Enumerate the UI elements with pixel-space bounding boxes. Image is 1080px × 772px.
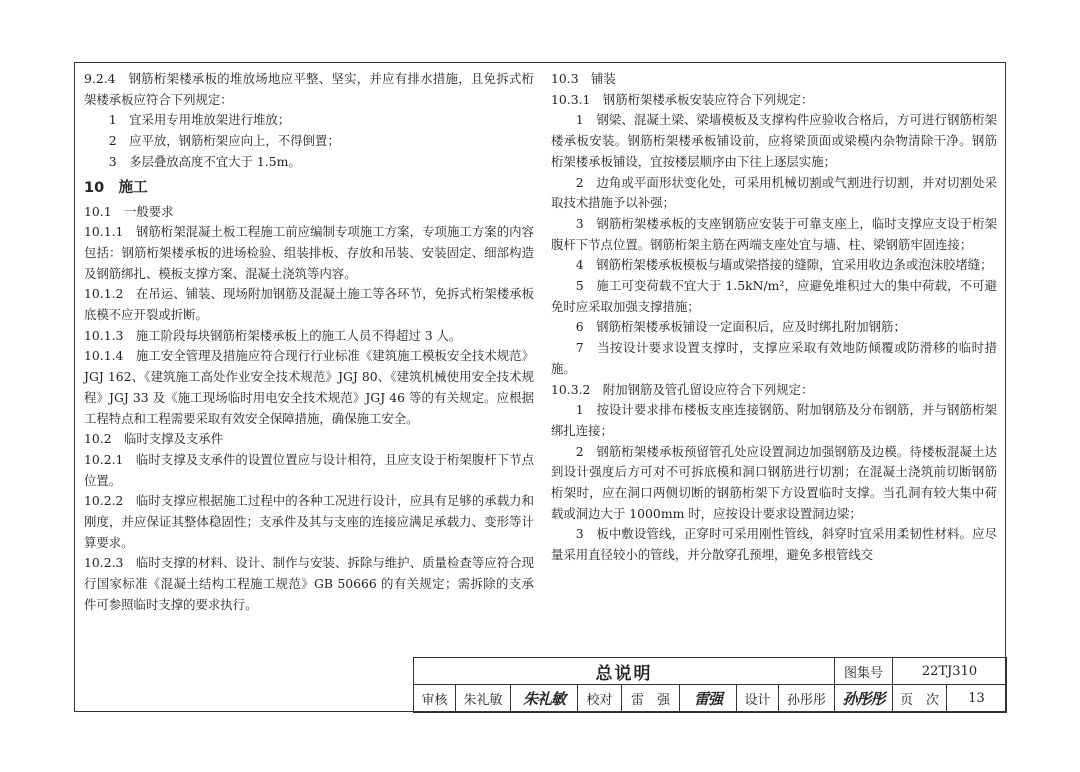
section-heading: 10 施工	[84, 179, 148, 196]
clause-item: 1 钢梁、混凝土梁、梁墙模板及支撑构件应验收合格后，方可进行钢筋桁架楼承板安装。钢筋桁架楼承板铺设前，应将梁顶面或梁模内杂物清除干净。钢筋桁架楼承板铺设，宜按楼层顺序由下往上逐层实施；	[551, 112, 997, 169]
clause-10-1-3: 10.1.3 施工阶段每块钢筋桁架楼承板上的施工人员不得超过 3 人。	[84, 327, 462, 343]
clause-item: 3 板中敷设管线，正穿时可采用刚性管线，斜穿时宜采用柔韧性材料。应尽量采用直径较小的管线，并分散穿孔预埋，避免多根管线交	[551, 526, 997, 563]
page-label: 页 次	[893, 685, 947, 713]
drawing-title: 总说明	[414, 658, 835, 685]
review-label: 审核	[414, 685, 456, 713]
right-column	[551, 69, 997, 566]
designer-signature: 孙彤彤	[835, 685, 893, 713]
left-column	[84, 69, 534, 616]
clause-10-3-2: 10.3.2 附加钢筋及管孔留设应符合下列规定：	[551, 381, 814, 397]
checker-signature: 雷强	[680, 685, 737, 713]
clause-10-1-2: 10.1.2 在吊运、铺装、现场附加钢筋及混凝土施工等各环节，免拆式桁架楼承板底模不应开裂或折断。	[84, 286, 534, 323]
title-block	[413, 657, 1007, 713]
clause-item: 2 钢筋桁架楼承板预留管孔处应设置洞边加强钢筋及边模。待楼板混凝土达到设计强度后方可对不可拆底模和洞口钢筋进行切割；在混凝土浇筑前切断钢筋桁架时，应在洞口两侧切断的钢筋桁架下方设置临时支撑。当孔洞有较大集中荷载或洞边大于 1000mm 时，应按设计要求设置洞边梁；	[551, 443, 997, 521]
clause-10-3-1: 10.3.1 钢筋桁架楼承板安装应符合下列规定：	[551, 91, 814, 107]
check-label: 校对	[578, 685, 622, 713]
clause-item: 3 钢筋桁架楼承板的支座钢筋应安装于可靠支座上，临时支撑应支设于桁架腹杆下节点位置。钢筋桁架主筋在两端支座处宜与墙、柱、梁钢筋牢固连接；	[551, 215, 997, 252]
clause-item: 7 当按设计要求设置支撑时，支撑应采取有效地防倾覆或防滑移的临时措施。	[551, 340, 997, 376]
clause-item: 2 应平放，钢筋桁架应向上，不得倒置；	[108, 133, 340, 149]
subsection-heading: 10.2 临时支撑及支承件	[84, 431, 224, 447]
subsection-heading: 10.1 一般要求	[84, 203, 174, 219]
clause-item: 1 按设计要求排布楼板支座连接钢筋、附加钢筋及分布钢筋，并与钢筋桁架绑扎连接；	[551, 402, 997, 438]
clause-item: 1 宜采用专用堆放架进行堆放；	[108, 112, 291, 128]
clause-item: 4 钢筋桁架楼承板模板与墙或梁搭接的缝隙，宜采用收边条或泡沫胶堵缝；	[575, 257, 993, 273]
atlas-number-label: 图集号	[835, 658, 893, 685]
clause-10-2-1: 10.2.1 临时支撑及支承件的设置位置应与设计相符，且应支设于桁架腹杆下节点位置。	[84, 451, 534, 488]
clause-item: 5 施工可变荷载不宜大于 1.5kN/m²，应避免堆积过大的集中荷载，不可避免时应采取加强支撑措施；	[551, 278, 997, 314]
clause-item: 6 钢筋桁架楼承板铺设一定面积后，应及时绑扎附加钢筋；	[575, 319, 906, 335]
clause-10-1-1: 10.1.1 钢筋桁架混凝土板工程施工前应编制专项施工方案，专项施工方案的内容包括：钢筋桁架楼承板的进场检验、组装排板、存放和吊装、安装固定、细部构造及钢筋绑扎、模板支撑方案、混凝土浇筑等内容。	[84, 224, 534, 281]
clause-10-2-3: 10.2.3 临时支撑的材料、设计、制作与安装、拆除与维护、质量检查等应符合现行国家标准《混凝土结构工程施工规范》GB 50666 的有关规定；需拆除的支承件可参照临时支撑的要求执行。	[84, 555, 534, 612]
subsection-heading: 10.3 铺装	[551, 71, 616, 86]
designer-name: 孙彤彤	[779, 685, 835, 713]
checker-name: 雷 强	[622, 685, 680, 713]
clause-item: 2 边角或平面形状变化处，可采用机械切割或气割进行切割，并对切割处采取技术措施予以补强；	[551, 174, 997, 211]
clause-item: 3 多层叠放高度不宜大于 1.5m。	[108, 153, 301, 169]
reviewer-signature: 朱礼敏	[511, 685, 578, 713]
atlas-number: 22TJ310	[893, 658, 1007, 685]
design-label: 设计	[737, 685, 779, 713]
clause-10-2-2: 10.2.2 临时支撑应根据施工过程中的各种工况进行设计，应具有足够的承载力和刚度，并应保证其整体稳固性；支承件及其与支座的连接应满足承载力、变形等计算要求。	[84, 493, 534, 550]
page-number: 13	[947, 685, 1007, 713]
reviewer-name: 朱礼敏	[456, 685, 511, 713]
clause-10-1-4: 10.1.4 施工安全管理及措施应符合现行行业标准《建筑施工模板安全技术规范》JGJ 162、《建筑施工高处作业安全技术规范》JGJ 80、《建筑机械使用安全技术规程》JGJ 33 及《施工现场临时用电安全技术规范》JGJ 46 等的有关规定。应根据工程特点和工程需要采取有效安全保障措施，确保施工安全。	[84, 348, 534, 426]
clause-9-2-4: 9.2.4 钢筋桁架楼承板的堆放场地应平整、坚实，并应有排水措施，且免拆式桁架楼承板应符合下列规定：	[84, 71, 534, 107]
